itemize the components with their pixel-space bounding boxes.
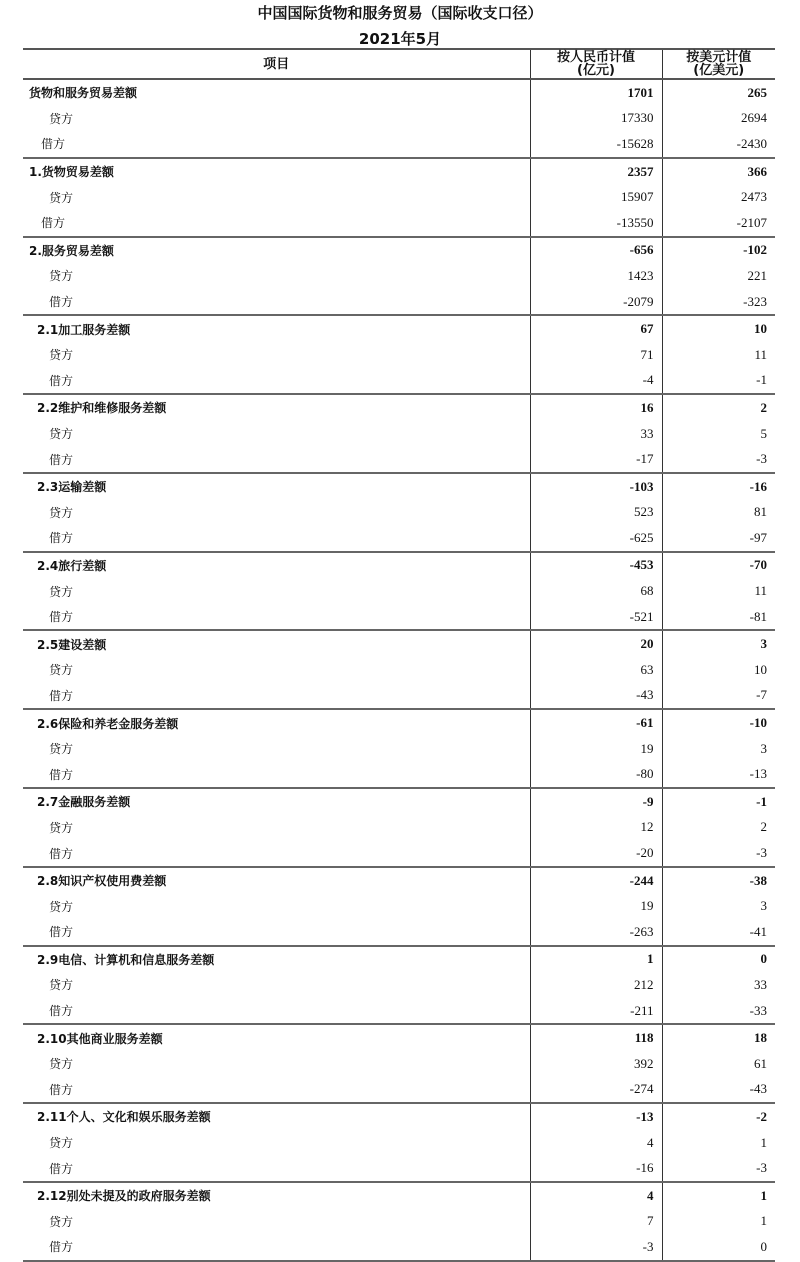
credit-label: 贷方 bbox=[23, 657, 530, 683]
usd-value: 81 bbox=[754, 504, 767, 520]
debit-row bbox=[23, 604, 775, 631]
column-header-usd-unit: (亿美元) bbox=[693, 63, 745, 78]
rmb-value: 2357 bbox=[530, 158, 662, 185]
credit-row bbox=[23, 500, 775, 526]
table-header-row bbox=[23, 49, 775, 79]
rmb-value: -521 bbox=[530, 604, 662, 631]
usd-value: 1 bbox=[760, 1187, 767, 1203]
credit-row bbox=[23, 1209, 775, 1235]
usd-value: 0 bbox=[662, 1234, 775, 1261]
item-name: 2.2维护和维修服务差额 bbox=[23, 394, 530, 421]
credit-label: 贷方 bbox=[23, 500, 530, 526]
balance-row bbox=[23, 630, 775, 657]
usd-value: -16 bbox=[749, 478, 767, 494]
item-name: 2.10其他商业服务差额 bbox=[23, 1024, 530, 1051]
item-name: 2.4旅行差额 bbox=[23, 552, 530, 579]
usd-value: 5 bbox=[760, 425, 767, 441]
usd-value: -13 bbox=[662, 761, 775, 788]
credit-row bbox=[23, 1051, 775, 1077]
debit-label: 借方 bbox=[23, 998, 530, 1025]
balance-row bbox=[23, 1182, 775, 1209]
rmb-value: -4 bbox=[530, 368, 662, 395]
rmb-value: 71 bbox=[530, 342, 662, 368]
rmb-value: -15628 bbox=[530, 131, 662, 158]
debit-label: 借方 bbox=[23, 289, 530, 316]
usd-value: -10 bbox=[749, 715, 767, 731]
usd-value: -2430 bbox=[662, 131, 775, 158]
debit-row bbox=[23, 1155, 775, 1182]
balance-row bbox=[23, 867, 775, 894]
item-name: 2.6保险和养老金服务差额 bbox=[23, 709, 530, 736]
usd-value: 11 bbox=[754, 583, 767, 599]
rmb-value: 20 bbox=[530, 630, 662, 657]
column-header-rmb-line1: 按人民币计值 bbox=[556, 50, 635, 65]
credit-label: 贷方 bbox=[23, 736, 530, 762]
rmb-value: 19 bbox=[530, 893, 662, 919]
debit-label: 借方 bbox=[23, 1234, 530, 1261]
usd-value: -1 bbox=[662, 368, 775, 395]
rmb-value: 523 bbox=[530, 500, 662, 526]
debit-row bbox=[23, 368, 775, 395]
rmb-value: -13550 bbox=[530, 210, 662, 237]
item-name: 2.服务贸易差额 bbox=[23, 237, 530, 264]
credit-row bbox=[23, 815, 775, 841]
usd-value: 10 bbox=[754, 661, 767, 677]
credit-label: 贷方 bbox=[23, 342, 530, 368]
usd-value: -41 bbox=[662, 919, 775, 946]
balance-row bbox=[23, 788, 775, 815]
usd-value: 2 bbox=[760, 819, 767, 835]
usd-value: -1 bbox=[756, 793, 767, 809]
rmb-value: 68 bbox=[530, 578, 662, 604]
rmb-value: 1 bbox=[530, 946, 662, 973]
rmb-value: -263 bbox=[530, 919, 662, 946]
usd-value: -2107 bbox=[662, 210, 775, 237]
usd-value: 2 bbox=[760, 399, 767, 415]
debit-label: 借方 bbox=[23, 919, 530, 946]
rmb-value: -625 bbox=[530, 525, 662, 552]
usd-value: 3 bbox=[760, 740, 767, 756]
table-body bbox=[23, 79, 775, 1261]
credit-label: 贷方 bbox=[23, 421, 530, 447]
debit-row bbox=[23, 1234, 775, 1261]
usd-value: -3 bbox=[662, 446, 775, 473]
usd-value: 2473 bbox=[741, 189, 767, 205]
balance-row bbox=[23, 552, 775, 579]
rmb-value: -453 bbox=[530, 552, 662, 579]
usd-value: 2694 bbox=[741, 110, 767, 126]
debit-label: 借方 bbox=[23, 446, 530, 473]
debit-label: 借方 bbox=[23, 1155, 530, 1182]
debit-row bbox=[23, 289, 775, 316]
usd-value: 3 bbox=[760, 636, 767, 652]
balance-row bbox=[23, 709, 775, 736]
usd-value: 11 bbox=[754, 346, 767, 362]
credit-row bbox=[23, 1130, 775, 1156]
balance-row bbox=[23, 1024, 775, 1051]
credit-label: 贷方 bbox=[23, 1209, 530, 1235]
credit-label: 贷方 bbox=[23, 815, 530, 841]
usd-value: -3 bbox=[662, 1155, 775, 1182]
rmb-value: -61 bbox=[530, 709, 662, 736]
item-name: 2.12别处未提及的政府服务差额 bbox=[23, 1182, 530, 1209]
credit-row bbox=[23, 106, 775, 132]
rmb-value: 63 bbox=[530, 657, 662, 683]
credit-row bbox=[23, 184, 775, 210]
rmb-value: -244 bbox=[530, 867, 662, 894]
rmb-value: 15907 bbox=[530, 184, 662, 210]
usd-value: 0 bbox=[760, 951, 767, 967]
balance-row bbox=[23, 946, 775, 973]
rmb-value: 1701 bbox=[530, 79, 662, 106]
debit-row bbox=[23, 761, 775, 788]
usd-value: -2 bbox=[756, 1108, 767, 1124]
rmb-value: 1423 bbox=[530, 263, 662, 289]
rmb-value: 118 bbox=[530, 1024, 662, 1051]
rmb-value: -43 bbox=[530, 683, 662, 710]
rmb-value: -211 bbox=[530, 998, 662, 1025]
credit-row bbox=[23, 657, 775, 683]
page-title: 中国国际货物和服务贸易（国际收支口径） bbox=[257, 4, 543, 22]
debit-row bbox=[23, 998, 775, 1025]
debit-row bbox=[23, 210, 775, 237]
credit-row bbox=[23, 736, 775, 762]
debit-row bbox=[23, 919, 775, 946]
rmb-value: 392 bbox=[530, 1051, 662, 1077]
credit-row bbox=[23, 578, 775, 604]
balance-row bbox=[23, 315, 775, 342]
trade-balance-table bbox=[23, 48, 775, 1262]
item-name: 1.货物贸易差额 bbox=[23, 158, 530, 185]
column-header-item: 项目 bbox=[23, 49, 530, 79]
item-name: 2.3运输差额 bbox=[23, 473, 530, 500]
rmb-value: -274 bbox=[530, 1077, 662, 1104]
usd-value: 18 bbox=[754, 1030, 767, 1046]
credit-label: 贷方 bbox=[23, 184, 530, 210]
rmb-value: -16 bbox=[530, 1155, 662, 1182]
credit-label: 贷方 bbox=[23, 893, 530, 919]
usd-value: -323 bbox=[662, 289, 775, 316]
usd-value: 221 bbox=[747, 267, 767, 283]
credit-label: 贷方 bbox=[23, 1051, 530, 1077]
rmb-value: -103 bbox=[530, 473, 662, 500]
rmb-value: -2079 bbox=[530, 289, 662, 316]
usd-value: -7 bbox=[662, 683, 775, 710]
balance-row bbox=[23, 237, 775, 264]
usd-value: 1 bbox=[760, 1213, 767, 1229]
debit-label: 借方 bbox=[23, 525, 530, 552]
rmb-value: 17330 bbox=[530, 106, 662, 132]
rmb-value: 4 bbox=[530, 1182, 662, 1209]
balance-row bbox=[23, 394, 775, 421]
credit-row bbox=[23, 342, 775, 368]
usd-value: -43 bbox=[662, 1077, 775, 1104]
usd-value: -102 bbox=[743, 242, 767, 258]
usd-value: -33 bbox=[662, 998, 775, 1025]
balance-row bbox=[23, 1103, 775, 1130]
debit-label: 借方 bbox=[23, 210, 530, 237]
usd-value: 1 bbox=[760, 1134, 767, 1150]
debit-row bbox=[23, 525, 775, 552]
column-header-rmb bbox=[530, 49, 662, 79]
rmb-value: 4 bbox=[530, 1130, 662, 1156]
debit-row bbox=[23, 1077, 775, 1104]
rmb-value: -9 bbox=[530, 788, 662, 815]
debit-row bbox=[23, 131, 775, 158]
debit-label: 借方 bbox=[23, 761, 530, 788]
credit-label: 贷方 bbox=[23, 972, 530, 998]
rmb-value: 212 bbox=[530, 972, 662, 998]
debit-row bbox=[23, 683, 775, 710]
rmb-value: -656 bbox=[530, 237, 662, 264]
rmb-value: 7 bbox=[530, 1209, 662, 1235]
debit-row bbox=[23, 840, 775, 867]
usd-value: -97 bbox=[662, 525, 775, 552]
rmb-value: 16 bbox=[530, 394, 662, 421]
usd-value: 265 bbox=[747, 84, 767, 100]
item-name: 2.11个人、文化和娱乐服务差额 bbox=[23, 1103, 530, 1130]
debit-label: 借方 bbox=[23, 368, 530, 395]
credit-label: 贷方 bbox=[23, 106, 530, 132]
item-name: 2.1加工服务差额 bbox=[23, 315, 530, 342]
credit-row bbox=[23, 972, 775, 998]
item-name: 货物和服务贸易差额 bbox=[23, 79, 530, 106]
usd-value: 61 bbox=[754, 1055, 767, 1071]
debit-label: 借方 bbox=[23, 840, 530, 867]
credit-label: 贷方 bbox=[23, 263, 530, 289]
rmb-value: -3 bbox=[530, 1234, 662, 1261]
period-subtitle: 2021年5月 bbox=[358, 30, 442, 48]
usd-value: -3 bbox=[662, 840, 775, 867]
debit-label: 借方 bbox=[23, 683, 530, 710]
column-header-rmb-unit: (亿元) bbox=[577, 63, 615, 78]
credit-row bbox=[23, 421, 775, 447]
rmb-value: -20 bbox=[530, 840, 662, 867]
rmb-value: -13 bbox=[530, 1103, 662, 1130]
usd-value: 3 bbox=[760, 898, 767, 914]
debit-row bbox=[23, 446, 775, 473]
column-header-usd bbox=[662, 49, 775, 79]
usd-value: -38 bbox=[749, 872, 767, 888]
rmb-value: 67 bbox=[530, 315, 662, 342]
item-name: 2.9电信、计算机和信息服务差额 bbox=[23, 946, 530, 973]
balance-row bbox=[23, 473, 775, 500]
rmb-value: -17 bbox=[530, 446, 662, 473]
balance-row bbox=[23, 79, 775, 106]
rmb-value: 12 bbox=[530, 815, 662, 841]
item-name: 2.8知识产权使用费差额 bbox=[23, 867, 530, 894]
usd-value: 10 bbox=[754, 321, 767, 337]
item-name: 2.5建设差额 bbox=[23, 630, 530, 657]
debit-label: 借方 bbox=[23, 604, 530, 631]
item-name: 2.7金融服务差额 bbox=[23, 788, 530, 815]
credit-label: 贷方 bbox=[23, 1130, 530, 1156]
debit-label: 借方 bbox=[23, 1077, 530, 1104]
debit-label: 借方 bbox=[23, 131, 530, 158]
credit-label: 贷方 bbox=[23, 578, 530, 604]
balance-row bbox=[23, 158, 775, 185]
credit-row bbox=[23, 263, 775, 289]
usd-value: 366 bbox=[747, 163, 767, 179]
column-header-usd-line1: 按美元计值 bbox=[686, 50, 752, 65]
rmb-value: -80 bbox=[530, 761, 662, 788]
rmb-value: 19 bbox=[530, 736, 662, 762]
rmb-value: 33 bbox=[530, 421, 662, 447]
usd-value: -81 bbox=[662, 604, 775, 631]
usd-value: -70 bbox=[749, 557, 767, 573]
credit-row bbox=[23, 893, 775, 919]
usd-value: 33 bbox=[754, 976, 767, 992]
